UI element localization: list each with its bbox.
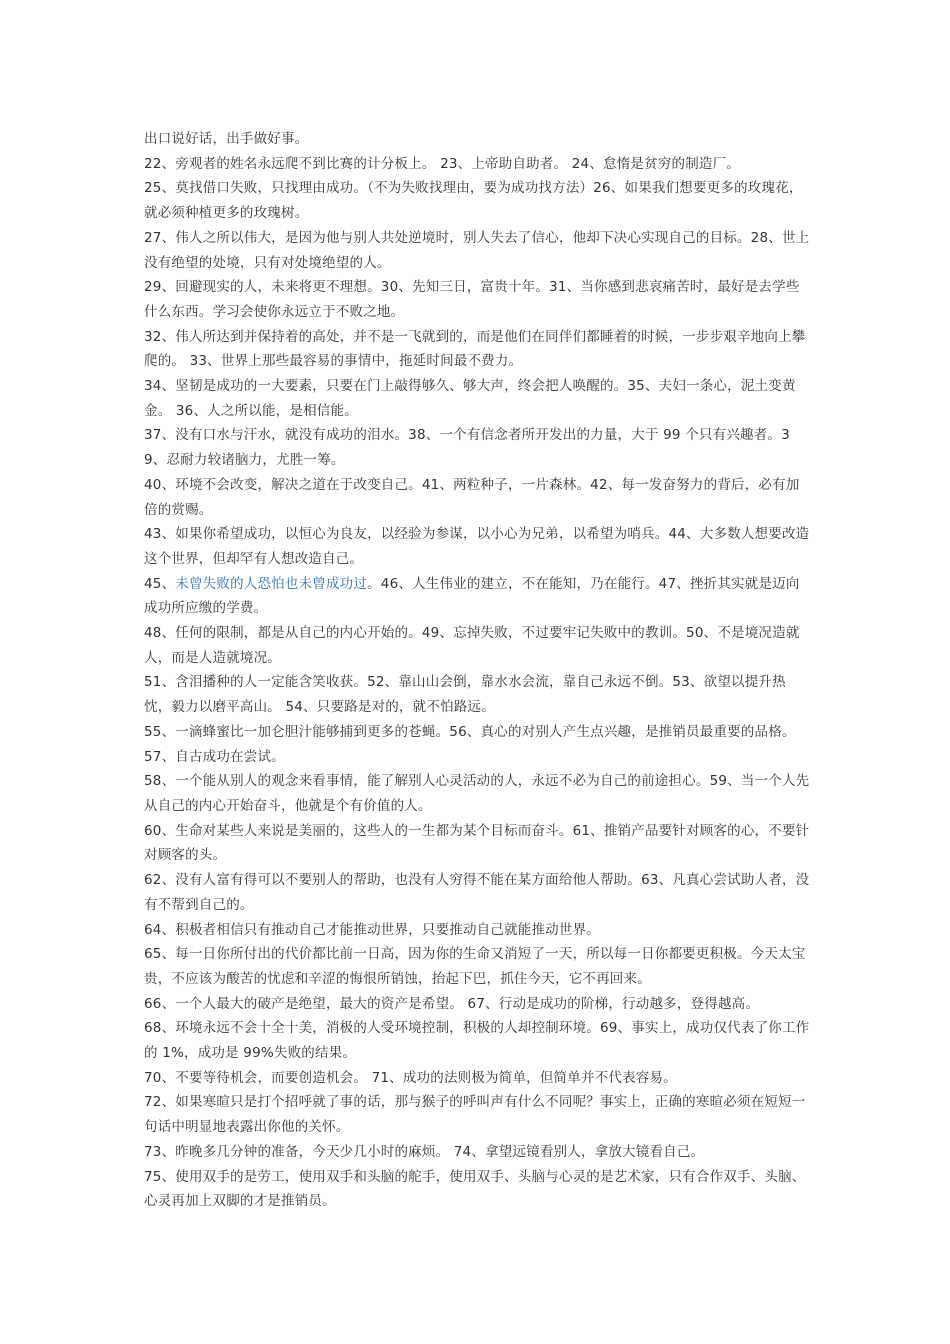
document-body: [144, 127, 812, 1214]
paragraph-6: 32、伟人所达到并保持着的高处，并不是一飞就到的，而是他们在同伴们都睡着的时候，一步步艰辛地向上攀爬的。 33、世界上那些最容易的事情中，拖延时间最不费力。: [144, 328, 806, 370]
paragraph-11: [144, 572, 812, 621]
paragraph-16: 58、一个能从别人的观念来看事情，能了解别人心灵活动的人，永远不必为自己的前途担心。59、当一个人先从自己的内心开始奋斗，他就是个有价值的人。: [144, 773, 810, 814]
paragraph-3: 25、莫找借口失败，只找理由成功。（不为失败找理由，要为成功找方法）26、如果我们想要更多的玫瑰花，就必须种植更多的玫瑰树。: [144, 180, 803, 222]
paragraph-18: 62、没有人富有得可以不要别人的帮助，也没有人穷得不能在某方面给他人帮助。63、凡真心尝试助人者，没有不帮到自己的。: [144, 872, 810, 913]
paragraph-15: 57、自古成功在尝试。: [144, 748, 285, 765]
paragraph-7: 34、坚韧是成功的一大要素，只要在门上敲得够久、够大声，终会把人唤醒的。35、夫妇一条心，泥土变黄金。 36、人之所以能，是相信能。: [144, 378, 796, 419]
paragraph-24: 72、如果寒暄只是打个招呼就了事的话，那与猴子的呼叫声有什么不同呢？事实上，正确的寒暄必须在短短一句话中明显地表露出你他的关怀。: [144, 1094, 806, 1136]
paragraph-22: 68、环境永远不会十全十美，消极的人受环境控制，积极的人却控制环境。69、事实上，成功仅代表了你工作的 1%，成功是 99%失败的结果。: [144, 1020, 810, 1062]
paragraph-4: 27、伟人之所以伟大，是因为他与别人共处逆境时，别人失去了信心，他却下决心实现自己的目标。28、世上没有绝望的处境，只有对处境绝望的人。: [144, 229, 810, 271]
paragraph-1: 出口说好话，出手做好事。: [144, 131, 309, 147]
paragraph-20: 65、每一日你所付出的代价都比前一日高，因为你的生命又消短了一天，所以每一日你都要更积极。今天太宝贵，不应该为酸苦的忧虑和辛涩的悔恨所销蚀，抬起下巴，抓住今天，它不再回来。: [144, 946, 806, 987]
paragraph-19: 64、积极者相信只有推动自己才能推动世界，只要推动自己就能推动世界。: [144, 921, 600, 938]
paragraph-9: 40、环境不会改变，解决之道在于改变自己。41、两粒种子，一片森林。42、每一发奋努力的背后，必有加倍的赏赐。: [144, 476, 800, 518]
paragraph-23: 70、不要等待机会，而要创造机会。 71、成功的法则极为简单，但简单并不代表容易。: [144, 1069, 677, 1086]
paragraph-5: 29、回避现实的人，未来将更不理想。30、先知三日，富贵十年。31、当你感到悲哀痛苦时，最好是去学些什么东西。学习会使你永远立于不败之地。: [144, 279, 800, 320]
paragraph-2: 22、旁观者的姓名永远爬不到比赛的计分板上。 23、上帝助自助者。 24、怠惰是贫穷的制造厂。: [144, 155, 741, 172]
paragraph-21: 66、一个人最大的破产是绝望，最大的资产是希望。 67、行动是成功的阶梯，行动越多，登得越高。: [144, 995, 760, 1012]
paragraph-26: 75、使用双手的是劳工，使用双手和头脑的舵手，使用双手、头脑与心灵的是艺术家，只有合作双手、头脑、心灵再加上双脚的才是推销员。: [144, 1168, 806, 1210]
paragraph-12: 48、任何的限制，都是从自己的内心开始的。49、忘掉失败，不过要牢记失败中的教训。50、不是境况造就人，而是人造就境况。: [144, 625, 800, 666]
paragraph-8: 37、没有口水与汗水，就没有成功的泪水。38、一个有信念者所开发出的力量，大于 99 个只有兴趣者。39、忍耐力较诸脑力，尤胜一筹。: [144, 427, 790, 469]
paragraph-13: 51、含泪播种的人一定能含笑收获。52、靠山山会倒，靠水水会流，靠自己永远不倒。53、欲望以提升热忱，毅力以磨平高山。 54、只要路是对的，就不怕路远。: [144, 674, 786, 716]
paragraph-17: 60、生命对某些人来说是美丽的，这些人的一生都为某个目标而奋斗。61、推销产品要针对顾客的心，不要针对顾客的头。: [144, 822, 810, 864]
paragraph-11-suffix: 。46、人生伟业的建立，不在能知，乃在能行。47、挫折其实就是迈向成功所应缴的学费。: [144, 575, 800, 617]
paragraph-25: 73、昨晚多几分钟的准备，今天少几小时的麻烦。 74、拿望远镜看别人，拿放大镜看自己。: [144, 1143, 705, 1160]
paragraph-11-prefix: 45、: [144, 575, 176, 592]
paragraph-10: 43、如果你希望成功，以恒心为良友，以经验为参谋，以小心为兄弟，以希望为哨兵。44、大多数人想要改造这个世界，但却罕有人想改造自己。: [144, 526, 810, 567]
paragraph-14: 55、一滴蜂蜜比一加仑胆汁能够捕到更多的苍蝇。56、真心的对别人产生点兴趣，是推销员最重要的品格。: [144, 723, 796, 740]
quote-link[interactable]: 未曾失败的人恐怕也未曾成功过: [175, 575, 368, 592]
